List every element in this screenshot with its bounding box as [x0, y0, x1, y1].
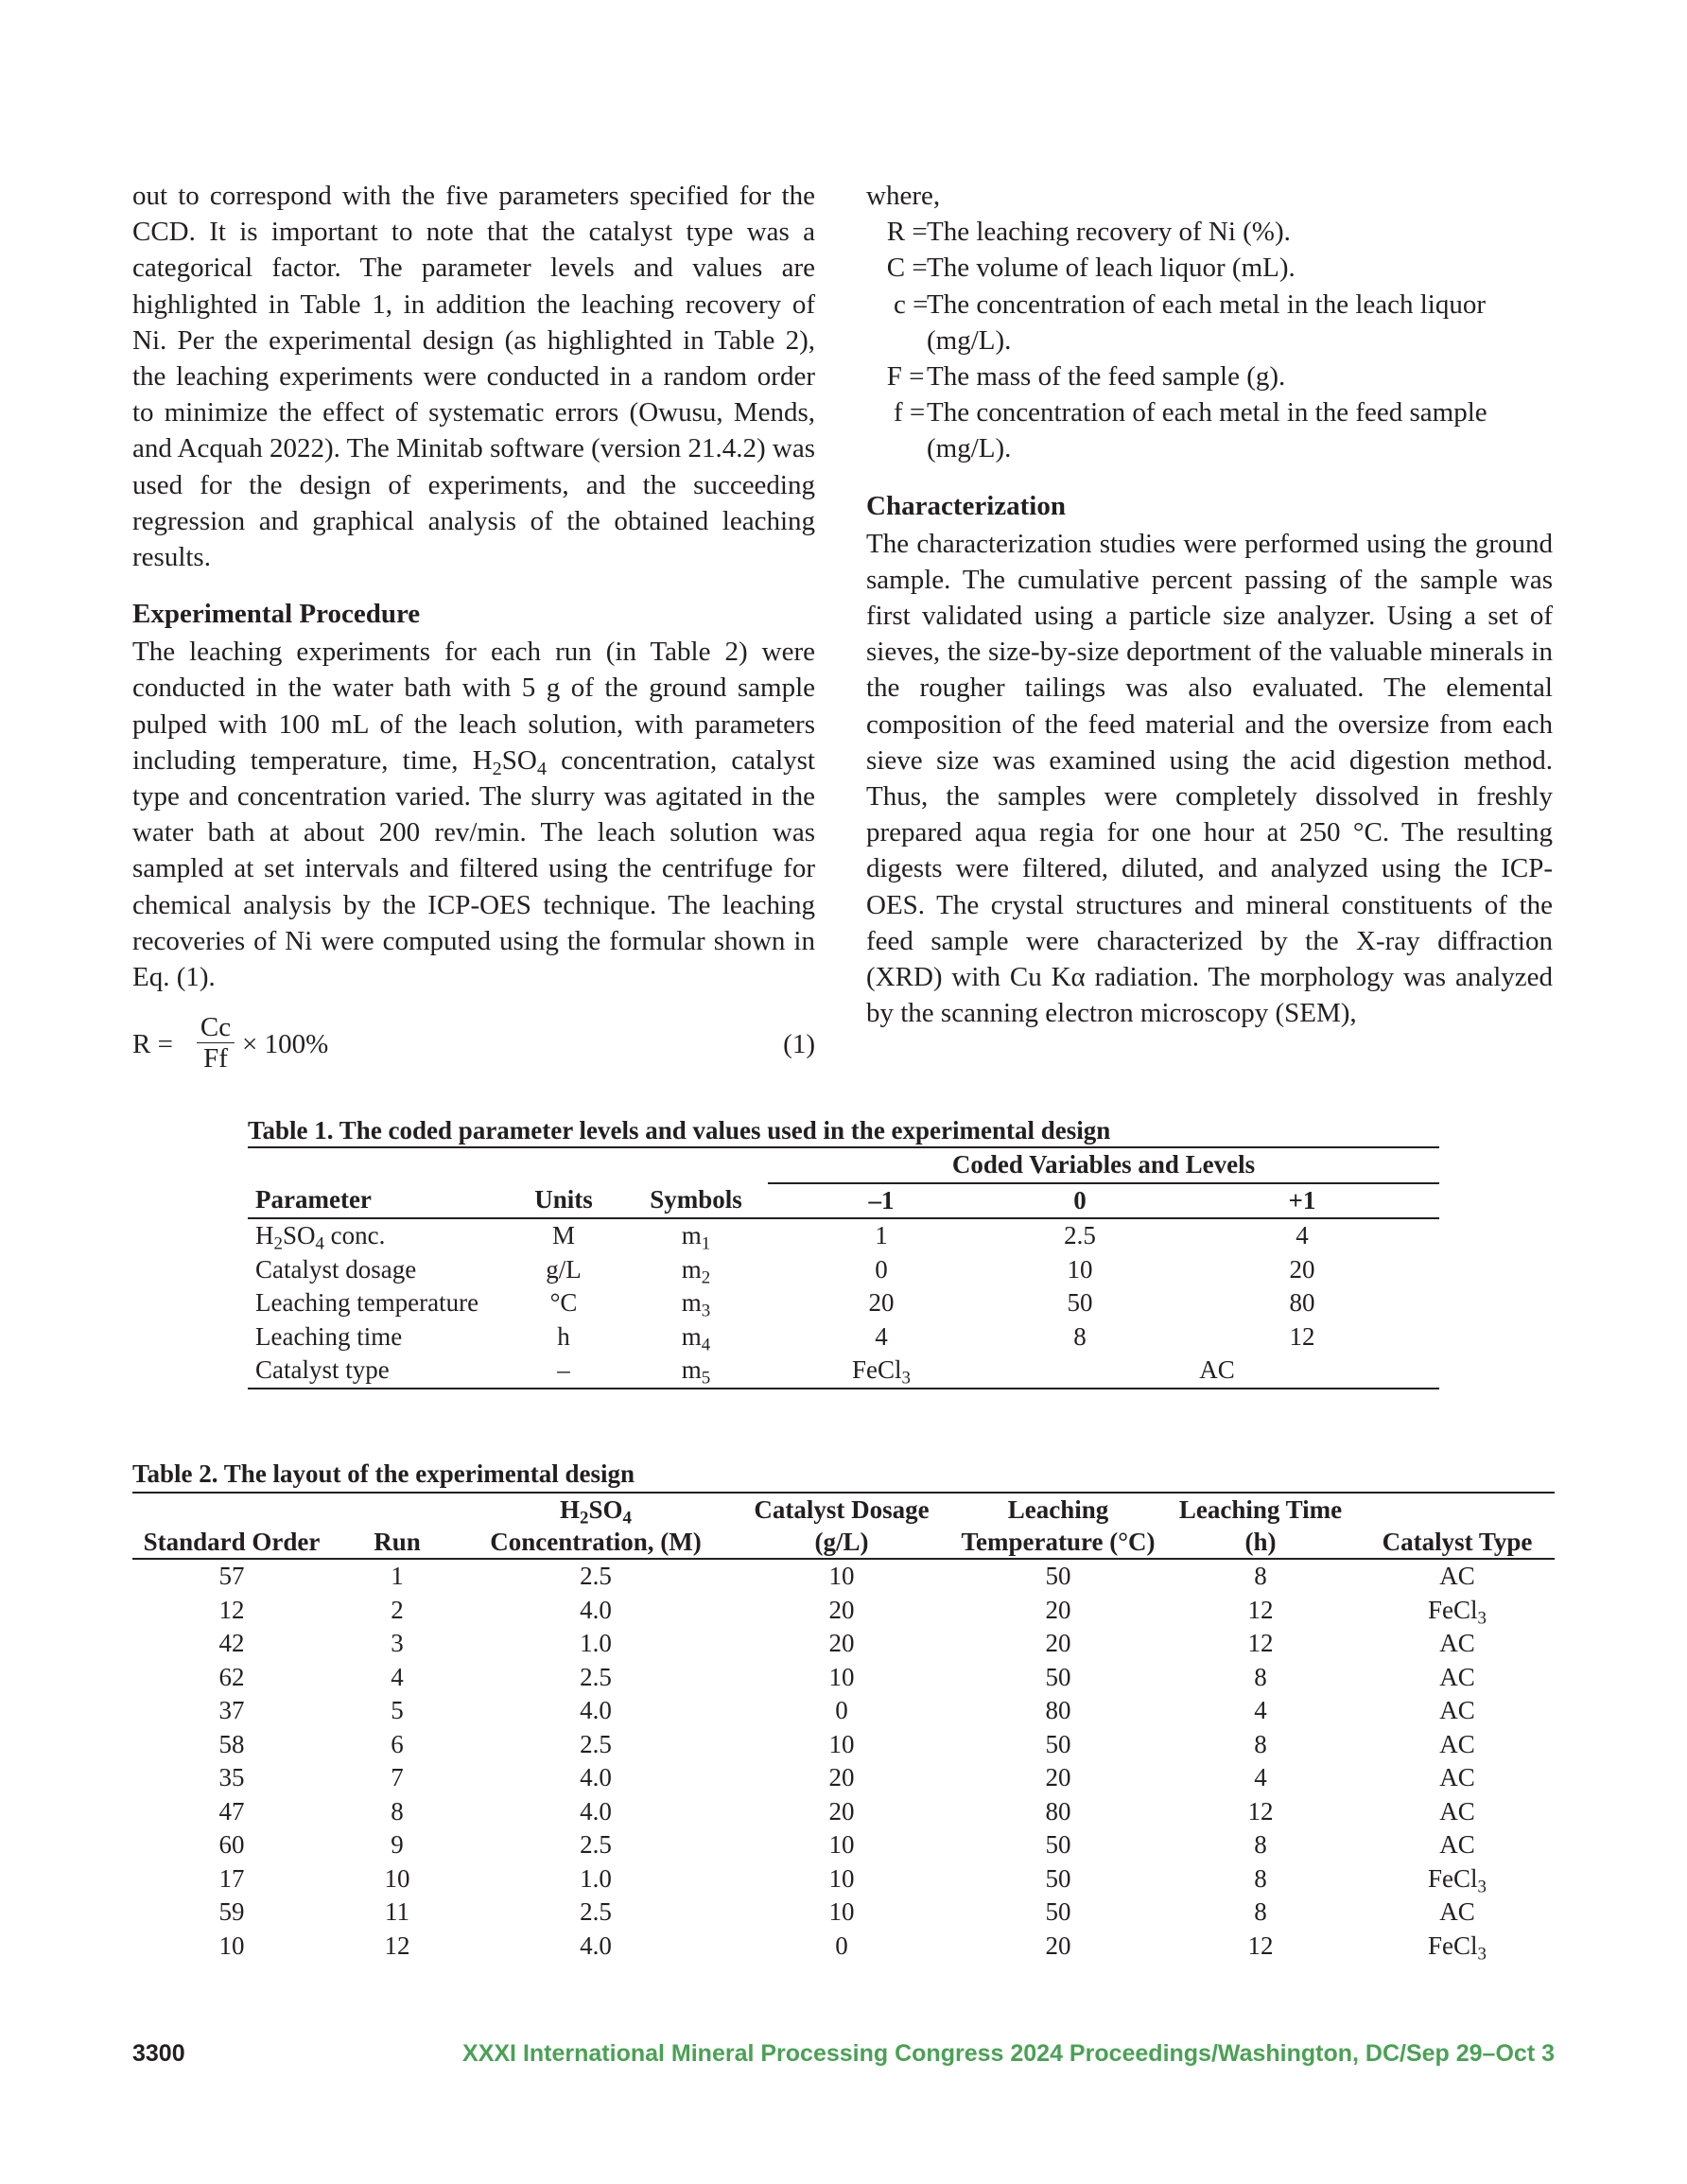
table2-cell: 20: [1045, 1629, 1071, 1657]
body-paragraph: The leaching experiments for each run (in Table 2) were conducted in the water bath with 5 g of the ground sample pulped with 100 mL of the leach solution, with parameters including temperature, time, $H_2SO_4$ concentration, catalyst type and concentration varied. The slurry was agitated in the water bath at about 200 rev/min. The leach solution was sampled at set intervals and filtered using the centrifuge for chemical analysis by the ICP-OES technique. The leaching recoveries of Ni were computed using the formular shown in Eq. (1).: [132, 637, 815, 993]
table2-cell: 1.0: [580, 1863, 612, 1893]
table2-row: [132, 1627, 1555, 1661]
table2-cell: AC: [1439, 1763, 1475, 1791]
table2-cell: 20: [828, 1629, 855, 1657]
table2-cell: 20: [828, 1595, 855, 1624]
table2-cell: 35: [218, 1763, 245, 1791]
table1-caption: Table 1. The coded parameter levels and values used in the experimental design: [248, 1116, 1111, 1144]
parameter-cell: Leaching temperature: [255, 1288, 479, 1317]
table2-cell: 2.5: [580, 1562, 612, 1590]
table2-cell: 37: [218, 1696, 245, 1724]
symbol-cell: [624, 1286, 768, 1320]
running-footer: XXXI International Mineral Processing Congress 2024 Proceedings/Washington, DC/Sep 29–Oct 3: [462, 2040, 1555, 2067]
table2-row: [132, 1828, 1555, 1862]
table2-cell: 59: [218, 1897, 245, 1926]
table1-column-header: –1: [768, 1183, 995, 1219]
table1: [248, 1146, 1439, 1389]
cell-subscript: 3: [1477, 1608, 1487, 1629]
cell-subscript: 3: [1477, 1877, 1487, 1897]
table2-cell: AC: [1439, 1629, 1475, 1657]
table2-header-top: Catalyst Dosage: [754, 1495, 930, 1524]
header-subscript: 4: [622, 1508, 632, 1529]
table2-header-top: [463, 1493, 728, 1529]
table2-cell: 12: [384, 1931, 410, 1960]
table2-row: [132, 1761, 1555, 1795]
table2-cell: 50: [1045, 1562, 1071, 1590]
table2-header-top: Leaching Time: [1178, 1495, 1343, 1524]
cell-subscript: 3: [1477, 1944, 1487, 1965]
table2-cell: 62: [218, 1662, 245, 1691]
table2-cell: 60: [218, 1830, 245, 1859]
table1-row: [248, 1354, 1439, 1389]
table2-row: [132, 1694, 1555, 1728]
symbol-subscript: 1: [701, 1233, 711, 1254]
table2-cell: 9: [391, 1830, 404, 1859]
table2-header-bottom: Catalyst Type: [1360, 1526, 1555, 1559]
table2-cell: 8: [1254, 1897, 1267, 1926]
parameter-cell: [248, 1218, 503, 1253]
table1-column-header: 0: [995, 1183, 1165, 1219]
parameter-subscript: 4: [315, 1233, 324, 1254]
table2-cell: 10: [828, 1662, 855, 1691]
table2-cell: 4: [1254, 1696, 1267, 1724]
table2-cell: 10: [828, 1897, 855, 1926]
symbol-text: m: [681, 1321, 702, 1351]
cell-text: FeCl: [1428, 1931, 1478, 1960]
table2-caption: Table 2. The layout of the experimental design: [132, 1459, 635, 1488]
body-paragraph: The characterization studies were performed using the ground sample. The cumulative percent passing of the sample was first validated using a particle size analyzer. Using a set of sieves, the size-by-size deportment of the valuable minerals in the rougher tailings was also evaluated. The elemental composition of the feed material and the oversize from each sieve size was examined using the acid digestion method. Thus, the samples were completely dissolved in freshly prepared aqua regia for one hour at 250 °C. The resulting digests were filtered, diluted, and analyzed using the ICP-OES. The crystal structures and mineral constituents of the feed sample were characterized by the X-ray diffraction (XRD) with Cu Kα radiation. The morphology was analyzed by the scanning electron microscopy (SEM),: [866, 528, 1553, 1029]
section-heading: Experimental Procedure: [132, 599, 421, 630]
table2-cell: 10: [218, 1931, 245, 1960]
table2-cell: 1: [391, 1562, 404, 1590]
table2-cell: 12: [1247, 1931, 1274, 1960]
symbol-cell: [624, 1218, 768, 1253]
definition-text: The concentration of each metal in the feed sample (mg/L).: [927, 397, 1487, 464]
symbol-subscript: 4: [701, 1335, 711, 1355]
table2-cell: 4.0: [580, 1763, 612, 1791]
definition-item: [866, 250, 1553, 286]
table2-cell: AC: [1439, 1562, 1475, 1590]
table2-cell: 20: [1045, 1595, 1071, 1624]
definition-text: The mass of the feed sample (g).: [927, 361, 1286, 393]
table1-row: [248, 1286, 1439, 1320]
definition-item: [866, 287, 1553, 358]
equation-rhs: × 100%: [242, 1029, 329, 1059]
definition-item: [866, 394, 1553, 466]
table2-cell: 10: [828, 1562, 855, 1590]
table2-cell: 5: [391, 1696, 404, 1724]
table2: [132, 1492, 1555, 1963]
table2-header-bottom: Standard Order: [132, 1526, 331, 1559]
level-subscript: 3: [901, 1368, 911, 1389]
where-label: where,: [866, 181, 941, 211]
level-low-cell: [768, 1354, 995, 1389]
table2-cell: 50: [1045, 1662, 1071, 1691]
table2-cell: 10: [828, 1729, 855, 1758]
table2-cell: 12: [1247, 1595, 1274, 1624]
table2-cell: AC: [1439, 1830, 1475, 1859]
table1-column-header: Symbols: [624, 1183, 768, 1219]
table2-cell: 8: [1254, 1830, 1267, 1859]
equation-lhs: R =: [132, 1029, 173, 1059]
page-number: 3300: [132, 2040, 185, 2067]
table2-cell: AC: [1439, 1729, 1475, 1758]
left-column: [132, 178, 815, 995]
table2-header-top: [331, 1493, 463, 1526]
equation-number: (1): [783, 1029, 815, 1059]
parameter-text: H: [255, 1221, 274, 1249]
table2-cell: 12: [218, 1595, 245, 1624]
table1-row: [248, 1218, 1439, 1253]
section-heading: Characterization: [866, 490, 1066, 521]
table2-cell: 4.0: [580, 1931, 612, 1960]
level-mid-cell: 8: [1073, 1321, 1087, 1351]
table2-cell: 8: [1254, 1662, 1267, 1691]
units-cell: °C: [549, 1288, 578, 1317]
header-subscript: 2: [580, 1508, 589, 1529]
equation-fraction: [197, 1012, 235, 1074]
table2-cell: 50: [1045, 1729, 1071, 1758]
table2-cell: [1360, 1594, 1555, 1628]
fraction-numerator: Cc: [197, 1012, 235, 1043]
table2-row: [132, 1930, 1555, 1964]
table2-cell: 8: [1254, 1863, 1267, 1893]
table2-cell: 4.0: [580, 1595, 612, 1624]
symbol-text: m: [681, 1288, 702, 1317]
table2-cell: AC: [1439, 1796, 1475, 1826]
definition-symbol: R =: [866, 217, 928, 248]
table2-cell: 10: [828, 1830, 855, 1859]
table2-cell: 4.0: [580, 1696, 612, 1724]
header-text: SO: [588, 1495, 623, 1524]
level-low-cell: 20: [868, 1288, 895, 1317]
level-high-cell: 80: [1289, 1288, 1315, 1317]
table2-cell: [1360, 1930, 1555, 1964]
table2-cell: 80: [1045, 1796, 1071, 1826]
table2-cell: 2.5: [580, 1662, 612, 1691]
table2-cell: 1.0: [580, 1629, 612, 1657]
table2-cell: 2.5: [580, 1897, 612, 1926]
table2-cell: 20: [828, 1763, 855, 1791]
symbol-cell: [624, 1354, 768, 1389]
table2-header-bottom: Run: [331, 1526, 463, 1559]
parameter-cell: Leaching time: [255, 1321, 403, 1351]
table2-row: [132, 1862, 1555, 1896]
level-high-cell: 20: [1289, 1254, 1315, 1284]
table2-cell: 47: [218, 1796, 245, 1826]
table2-cell: 17: [218, 1863, 245, 1893]
right-column: [866, 178, 1553, 1031]
table2-header-bottom: Temperature (°C): [955, 1526, 1161, 1559]
definition-symbol: f =: [866, 397, 926, 428]
table2-cell: 80: [1045, 1696, 1071, 1724]
table2-row: [132, 1594, 1555, 1628]
table2-cell: 2.5: [580, 1729, 612, 1758]
table2-cell: 20: [1045, 1931, 1071, 1960]
table2-cell: AC: [1439, 1897, 1475, 1926]
symbol-cell: [624, 1253, 768, 1287]
coded-levels-header: Coded Variables and Levels: [768, 1147, 1439, 1183]
table2-cell: 11: [385, 1897, 409, 1926]
table2-cell: 8: [1254, 1729, 1267, 1758]
table2-header-bottom: (g/L): [728, 1526, 955, 1559]
table2-cell: 8: [391, 1796, 404, 1826]
fraction-denominator: Ff: [203, 1043, 228, 1074]
definition-text: The volume of leach liquor (mL).: [927, 253, 1296, 284]
equation-1: [132, 1012, 815, 1078]
table2-cell: 58: [218, 1729, 245, 1758]
table2-cell: AC: [1439, 1696, 1475, 1724]
table1-column-header: Units: [503, 1183, 624, 1219]
table1-column-header: +1: [1165, 1183, 1439, 1219]
table2-cell: 0: [835, 1931, 848, 1960]
table2-cell: 12: [1247, 1629, 1274, 1657]
table2-cell: 20: [828, 1796, 855, 1826]
symbol-subscript: 3: [701, 1301, 711, 1321]
table2-cell: 4.0: [580, 1796, 612, 1826]
parameter-cell: Catalyst type: [255, 1355, 390, 1384]
symbol-subscript: 2: [701, 1267, 711, 1288]
cell-text: FeCl: [1428, 1863, 1478, 1893]
level-low-cell: 4: [875, 1321, 888, 1351]
table2-row: [132, 1728, 1555, 1762]
table1-row: [248, 1253, 1439, 1287]
level-text: FeCl: [852, 1355, 902, 1384]
definition-item: [866, 358, 1553, 394]
parameter-cell: Catalyst dosage: [255, 1254, 417, 1284]
table2-cell: 10: [384, 1863, 410, 1893]
table2-cell: 42: [218, 1629, 245, 1657]
table2-cell: 20: [1045, 1763, 1071, 1791]
table2-header-bottom: (h): [1161, 1526, 1360, 1559]
definition-item: [866, 214, 1553, 250]
table2-header-top: [132, 1493, 331, 1526]
table2-row: [132, 1795, 1555, 1829]
table2-cell: 50: [1045, 1830, 1071, 1859]
table2-cell: 12: [1247, 1796, 1274, 1826]
definition-text: The leaching recovery of Ni (%).: [927, 217, 1291, 248]
level-high-cell: 12: [1289, 1321, 1315, 1351]
table1-column-header: Parameter: [248, 1183, 503, 1219]
level-other-cell: AC: [1199, 1355, 1235, 1384]
table2-cell: AC: [1439, 1662, 1475, 1691]
table2-cell: 6: [391, 1729, 404, 1758]
units-cell: h: [557, 1321, 570, 1351]
table2-header-bottom: Concentration, (M): [463, 1526, 728, 1559]
definition-symbol: c =: [866, 288, 929, 320]
table2-cell: 3: [391, 1629, 404, 1657]
table1-row: [248, 1320, 1439, 1354]
definition-text: The concentration of each metal in the leach liquor (mg/L).: [927, 288, 1487, 356]
table2-header-top: Leaching: [1007, 1495, 1109, 1524]
symbol-text: m: [681, 1221, 702, 1249]
body-paragraph: out to correspond with the five parameters specified for the CCD. It is important to note that the catalyst type was a categorical factor. The parameter levels and values are highlighted in Table 1, in addition the leaching recovery of Ni. Per the experimental design (as highlighted in Table 2), the leaching experiments were conducted in a random order to minimize the effect of systematic errors (Owusu, Mends, and Acquah 2022). The Minitab software (version 21.4.2) was used for the design of experiments, and the succeeding regression and graphical analysis of the obtained leaching results.: [132, 181, 815, 573]
table2-cell: 10: [828, 1863, 855, 1893]
symbol-text: m: [681, 1254, 702, 1284]
symbol-text: m: [681, 1355, 702, 1384]
table2-cell: 4: [1254, 1763, 1267, 1791]
units-cell: –: [557, 1355, 570, 1384]
table2-cell: 2: [391, 1595, 404, 1624]
header-text: H: [560, 1495, 581, 1524]
cell-text: FeCl: [1428, 1595, 1478, 1624]
units-cell: g/L: [546, 1254, 582, 1284]
parameter-subscript: 2: [273, 1233, 283, 1254]
definition-list: [866, 214, 1553, 466]
parameter-text: SO: [282, 1221, 316, 1249]
table2-cell: 50: [1045, 1863, 1071, 1893]
table2-cell: 2.5: [580, 1830, 612, 1859]
level-low-cell: 1: [875, 1221, 888, 1249]
level-mid-cell: 10: [1067, 1254, 1093, 1284]
definition-symbol: F =: [866, 361, 925, 393]
table2-row: [132, 1896, 1555, 1930]
table2-row: [132, 1559, 1555, 1594]
table2-row: [132, 1661, 1555, 1695]
symbol-cell: [624, 1320, 768, 1354]
symbol-subscript: 5: [701, 1368, 711, 1389]
table2-header-top: [1360, 1493, 1555, 1526]
table2-cell: 0: [835, 1696, 848, 1724]
table2-cell: 7: [391, 1763, 404, 1791]
definition-symbol: C =: [866, 253, 928, 284]
table2-cell: [1360, 1862, 1555, 1896]
level-mid-cell: 2.5: [1064, 1221, 1096, 1249]
level-low-cell: 0: [875, 1254, 888, 1284]
table2-cell: 4: [391, 1662, 404, 1691]
level-mid-cell: 50: [1067, 1288, 1093, 1317]
table2-cell: 8: [1254, 1562, 1267, 1590]
units-cell: M: [551, 1221, 575, 1249]
parameter-text: conc.: [323, 1221, 386, 1249]
level-high-cell: 4: [1296, 1221, 1309, 1249]
table2-cell: 57: [218, 1562, 245, 1590]
table2-cell: 50: [1045, 1897, 1071, 1926]
